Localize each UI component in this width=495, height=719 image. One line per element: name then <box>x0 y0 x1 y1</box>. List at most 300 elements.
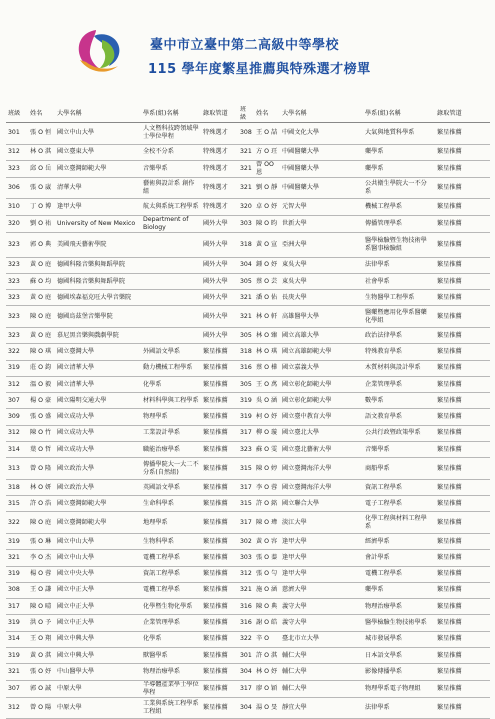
cell-department: 外國語文學系 <box>141 344 201 360</box>
cell-channel: 繁星推薦 <box>201 533 238 549</box>
cell-university: 義守大學 <box>280 599 363 615</box>
table-row <box>6 550 490 566</box>
cell-class: 304 <box>238 697 254 719</box>
cell-university: 國立彰化師範大學 <box>280 393 363 409</box>
table-body <box>6 123 490 719</box>
cell-university: 國立中正大學 <box>55 599 141 615</box>
cell-name: 張 O 妤 <box>28 664 55 680</box>
cell-channel: 繁星推薦 <box>201 409 238 425</box>
cell-class: 317 <box>238 479 254 495</box>
header-name: 姓名 <box>254 106 280 123</box>
cell-department: 生物科學系 <box>141 533 201 549</box>
cell-university: 清華大學 <box>55 177 141 199</box>
cell-department: 化學系 <box>141 631 201 647</box>
cell-department: 藝術與設計系 創作組 <box>141 177 201 199</box>
header-department: 學系(組)名稱 <box>141 106 201 123</box>
cell-department: 經濟學系 <box>363 533 435 549</box>
cell-name: 林 O 臻 <box>254 327 280 343</box>
cell-channel: 繁星推薦 <box>435 442 490 458</box>
cell-channel: 繁星推薦 <box>201 664 238 680</box>
cell-department: 藥學系 <box>363 160 435 177</box>
cell-class: 323 <box>6 306 28 328</box>
cell-name: 洪 O 予 <box>28 615 55 631</box>
cell-university: 國立臺中教育大學 <box>280 409 363 425</box>
cell-class: 321 <box>238 144 254 160</box>
table-row <box>6 479 490 495</box>
cell-department: 資訊工程學系 <box>363 479 435 495</box>
cell-channel: 繁星推薦 <box>201 393 238 409</box>
cell-class: 319 <box>6 615 28 631</box>
cell-channel: 國外大學 <box>201 327 238 343</box>
cell-name: 張 O 盛 <box>28 409 55 425</box>
cell-university: 輔仁大學 <box>280 664 363 680</box>
table-row <box>6 123 490 145</box>
cell-department: 影像傳播學系 <box>363 664 435 680</box>
cell-university: 國立中正大學 <box>55 615 141 631</box>
cell-department: Department of Biology <box>141 215 201 232</box>
cell-class: 321 <box>238 160 254 177</box>
cell-department: 音樂學系 <box>363 442 435 458</box>
cell-channel: 繁星推薦 <box>435 566 490 582</box>
cell-class: 301 <box>238 648 254 664</box>
cell-class: 322 <box>6 344 28 360</box>
cell-department: 醫學檢驗生物技術學系 <box>363 615 435 631</box>
cell-name: 丁 O 博 <box>28 199 55 215</box>
cell-channel: 國外大學 <box>201 290 238 306</box>
cell-class: 304 <box>238 664 254 680</box>
cell-name: 王 O 謙 <box>28 582 55 598</box>
cell-class: 312 <box>6 425 28 441</box>
cell-channel: 繁星推薦 <box>435 344 490 360</box>
cell-name: 陳 O 瑋 <box>254 512 280 534</box>
cell-department: 英國語文學系 <box>141 479 201 495</box>
cell-department: 生物醫學工程學系 <box>363 290 435 306</box>
cell-university: 臺北市立大學 <box>280 631 363 647</box>
table-row <box>6 648 490 664</box>
cell-channel: 繁星推薦 <box>435 533 490 549</box>
cell-name: 黃 O 容 <box>254 533 280 549</box>
cell-channel: 繁星推薦 <box>435 360 490 376</box>
cell-department: 語文教育學系 <box>363 409 435 425</box>
cell-class: 316 <box>238 615 254 631</box>
cell-department: 物理學系電子物理組 <box>363 680 435 697</box>
cell-department: 法律學系 <box>363 257 435 273</box>
cell-university: 國立陽明交通大學 <box>55 393 141 409</box>
cell-channel: 特殊選才 <box>201 144 238 160</box>
cell-name: 辛 O <box>254 631 280 647</box>
cell-channel: 繁星推薦 <box>201 648 238 664</box>
cell-university: 國立嘉義大學 <box>280 360 363 376</box>
cell-university: 逢甲大學 <box>280 550 363 566</box>
header-university: 大學名稱 <box>55 106 141 123</box>
cell-university: 國立成功大學 <box>55 442 141 458</box>
cell-university: 輔仁大學 <box>280 648 363 664</box>
cell-channel: 特殊選才 <box>201 160 238 177</box>
cell-class: 317 <box>6 599 28 615</box>
cell-name: 黃 O 淇 <box>28 648 55 664</box>
cell-class: 303 <box>238 215 254 232</box>
cell-university: 國立成功大學 <box>55 409 141 425</box>
cell-name: 陳 O 昀 <box>254 215 280 232</box>
table-row <box>6 496 490 512</box>
cell-channel: 繁星推薦 <box>435 327 490 343</box>
cell-class: 305 <box>238 327 254 343</box>
school-title: 臺中市立臺中第二高級中等學校 <box>150 38 340 53</box>
cell-class: 321 <box>238 306 254 328</box>
cell-department: 商船學系 <box>363 458 435 480</box>
cell-channel: 國外大學 <box>201 232 238 257</box>
header-class: 班級 <box>238 106 254 123</box>
cell-department: 公共衛生學院大一不分系 <box>363 177 435 199</box>
cell-class: 322 <box>238 631 254 647</box>
table-header-row <box>6 106 490 123</box>
cell-name: 陳 O 琪 <box>28 344 55 360</box>
table-row <box>6 376 490 392</box>
cell-class: 305 <box>238 273 254 289</box>
cell-department: 工業設計學系 <box>141 425 201 441</box>
cell-university: 美國飛天藝術學院 <box>55 232 141 257</box>
cell-department: 企業管理學系 <box>141 615 201 631</box>
cell-department: 公共行政暨政策學系 <box>363 425 435 441</box>
table-row <box>6 425 490 441</box>
cell-class: 312 <box>6 376 28 392</box>
cell-class: 320 <box>6 215 28 232</box>
cell-channel: 繁星推薦 <box>435 496 490 512</box>
cell-class: 316 <box>238 599 254 615</box>
cell-class: 320 <box>238 199 254 215</box>
cell-class: 319 <box>6 533 28 549</box>
cell-university: 國立政治大學 <box>55 458 141 480</box>
cell-university: 國立聯合大學 <box>280 496 363 512</box>
cell-name: 林 O 妍 <box>28 479 55 495</box>
cell-name: 郭 O 典 <box>28 232 55 257</box>
cell-class: 315 <box>6 496 28 512</box>
cell-channel: 繁星推薦 <box>435 199 490 215</box>
cell-university: 國立政治大學 <box>55 479 141 495</box>
cell-department: 日本語文學系 <box>363 648 435 664</box>
cell-name: 鍾 O 妤 <box>254 257 280 273</box>
cell-class: 316 <box>238 360 254 376</box>
cell-name: 湯 O 旻 <box>254 697 280 719</box>
cell-department: 大氣與地質科學系 <box>363 123 435 145</box>
cell-university: 國立中山大學 <box>55 123 141 145</box>
cell-university: 輔仁大學 <box>280 680 363 697</box>
cell-class: 312 <box>6 697 28 719</box>
table-row <box>6 360 490 376</box>
cell-name: 方 O 玨 <box>254 144 280 160</box>
table-row <box>6 512 490 534</box>
cell-department: 藥學系 <box>363 144 435 160</box>
cell-channel: 繁星推薦 <box>435 160 490 177</box>
cell-name: 李 O 蓉 <box>254 479 280 495</box>
cell-channel: 繁星推薦 <box>435 393 490 409</box>
cell-channel: 繁星推薦 <box>435 582 490 598</box>
cell-channel: 國外大學 <box>201 306 238 328</box>
cell-channel: 繁星推薦 <box>435 697 490 719</box>
cell-channel: 繁星推薦 <box>201 599 238 615</box>
cell-university: 國立中正大學 <box>55 582 141 598</box>
cell-university: 中原大學 <box>55 680 141 697</box>
cell-class: 319 <box>6 360 28 376</box>
cell-department: 電機工程學系 <box>363 566 435 582</box>
header-channel: 錄取管道 <box>201 106 238 123</box>
cell-channel: 繁星推薦 <box>435 376 490 392</box>
cell-channel: 繁星推薦 <box>435 680 490 697</box>
cell-class: 317 <box>238 680 254 697</box>
cell-name: 陳 O 庭 <box>28 512 55 534</box>
cell-name: 葉 O 哲 <box>28 442 55 458</box>
cell-name: 黃 O 庭 <box>28 290 55 306</box>
cell-channel: 繁星推薦 <box>435 215 490 232</box>
cell-name: 蘇 O 雯 <box>254 442 280 458</box>
cell-channel: 繁星推薦 <box>201 496 238 512</box>
cell-name: 吳 O 涵 <box>254 393 280 409</box>
cell-department: 航太與系統工程學系 <box>141 199 201 215</box>
cell-university: 逢甲大學 <box>280 566 363 582</box>
cell-name: 劉 O 祐 <box>28 215 55 232</box>
cell-class: 322 <box>6 512 28 534</box>
cell-channel: 特殊選才 <box>201 177 238 199</box>
table-row <box>6 599 490 615</box>
cell-university: 高雄醫學大學 <box>280 306 363 328</box>
cell-channel: 繁星推薦 <box>435 479 490 495</box>
cell-name: 張 O 崴 <box>28 177 55 199</box>
cell-class: 321 <box>6 550 28 566</box>
cell-name: 陳 O 庭 <box>28 306 55 328</box>
cell-channel: 繁星推薦 <box>201 442 238 458</box>
cell-university: 中國文化大學 <box>280 123 363 145</box>
cell-channel: 繁星推薦 <box>201 458 238 480</box>
cell-class: 314 <box>6 631 28 647</box>
cell-name: 謝 O 皓 <box>254 615 280 631</box>
cell-name: 蔡 O 樺 <box>254 360 280 376</box>
table-row <box>6 697 490 719</box>
cell-university: 國立臺灣大學 <box>55 344 141 360</box>
cell-channel: 繁星推薦 <box>201 344 238 360</box>
cell-class: 321 <box>238 582 254 598</box>
cell-class: 323 <box>6 290 28 306</box>
table-row <box>6 393 490 409</box>
cell-class: 321 <box>238 177 254 199</box>
table-row <box>6 306 490 328</box>
cell-university: 國立臺灣海洋大學 <box>280 479 363 495</box>
cell-department: 電機工程學系 <box>141 550 201 566</box>
admission-table <box>6 106 490 719</box>
cell-name: 陳 O 婷 <box>254 458 280 480</box>
cell-class: 314 <box>6 442 28 458</box>
cell-university: 淡江大學 <box>280 512 363 534</box>
cell-department: 政治法律學系 <box>363 327 435 343</box>
cell-channel: 特殊選才 <box>201 123 238 145</box>
cell-class: 307 <box>6 680 28 697</box>
cell-name: 許 O 銘 <box>254 496 280 512</box>
cell-department: 數學系 <box>363 393 435 409</box>
table-row <box>6 533 490 549</box>
cell-class: 312 <box>238 566 254 582</box>
cell-channel: 繁星推薦 <box>201 360 238 376</box>
cell-class: 323 <box>6 327 28 343</box>
cell-university: 國立中興大學 <box>55 648 141 664</box>
table-row <box>6 215 490 232</box>
cell-name: 林 O 軒 <box>254 306 280 328</box>
cell-channel: 繁星推薦 <box>435 232 490 257</box>
cell-department: 人文暨科技跨領域學士學位學程 <box>141 123 201 145</box>
cell-department: 會計學系 <box>363 550 435 566</box>
cell-university: 亞洲大學 <box>280 232 363 257</box>
cell-university: 逢甲大學 <box>280 533 363 549</box>
cell-university: 國立中山大學 <box>55 533 141 549</box>
table-row <box>6 160 490 177</box>
cell-department: 醫學檢驗暨生物技術學系醫事檢驗組 <box>363 232 435 257</box>
cell-university: 德國科隆音樂與舞蹈學院 <box>55 273 141 289</box>
cell-university: 慕尼黑音樂與戲劇學院 <box>55 327 141 343</box>
cell-name: 李 O 杰 <box>28 550 55 566</box>
cell-class: 301 <box>6 123 28 145</box>
cell-channel: 繁星推薦 <box>201 566 238 582</box>
cell-class: 303 <box>238 550 254 566</box>
cell-channel: 繁星推薦 <box>435 290 490 306</box>
table-row <box>6 257 490 273</box>
cell-department: 化學系 <box>141 376 201 392</box>
cell-university: University of New Mexico <box>55 215 141 232</box>
cell-department: 傳播學院大一大二不分系(自然組) <box>141 458 201 480</box>
cell-class: 317 <box>238 512 254 534</box>
cell-department <box>141 290 201 306</box>
cell-channel: 繁星推薦 <box>435 409 490 425</box>
cell-department: 物理治療學系 <box>363 599 435 615</box>
cell-name: 曾 O 隆 <box>28 458 55 480</box>
cell-department: 物理學系 <box>141 409 201 425</box>
header-channel: 錄取管道 <box>435 106 490 123</box>
cell-name: 莊 O 鈞 <box>28 360 55 376</box>
cell-name: 廖 O 穎 <box>254 680 280 697</box>
table-row <box>6 458 490 480</box>
cell-department: 音樂學系 <box>141 160 201 177</box>
cell-university: 國立清華大學 <box>55 376 141 392</box>
cell-name: 許 O 浩 <box>28 496 55 512</box>
cell-university: 中山醫學大學 <box>55 664 141 680</box>
cell-class: 321 <box>6 664 28 680</box>
cell-class: 323 <box>6 232 28 257</box>
cell-university: 中原大學 <box>55 697 141 719</box>
cell-university: 國立臺灣師範大學 <box>55 512 141 534</box>
table-row <box>6 344 490 360</box>
cell-channel: 繁星推薦 <box>435 425 490 441</box>
cell-channel: 繁星推薦 <box>201 550 238 566</box>
cell-channel: 繁星推薦 <box>201 425 238 441</box>
cell-class: 323 <box>238 442 254 458</box>
cell-department: 工業與系統工程學系工程組 <box>141 697 201 719</box>
cell-department: 木質材料與設計學系 <box>363 360 435 376</box>
cell-name: 曾 O 陽 <box>28 697 55 719</box>
cell-channel: 繁星推薦 <box>201 479 238 495</box>
cell-university: 國立高雄師範大學 <box>280 344 363 360</box>
cell-department: 化學工程與材料工程學系 <box>363 512 435 534</box>
cell-class: 318 <box>238 232 254 257</box>
cell-class: 309 <box>6 409 28 425</box>
cell-department <box>141 273 201 289</box>
cell-channel: 國外大學 <box>201 273 238 289</box>
cell-department: 電子工程學系 <box>363 496 435 512</box>
cell-class: 308 <box>238 123 254 145</box>
cell-name: 林 O 琪 <box>254 344 280 360</box>
cell-class: 307 <box>6 393 28 409</box>
cell-name: 蔡 O 芸 <box>254 273 280 289</box>
cell-department: 材料科學與工程學系 <box>141 393 201 409</box>
table-row <box>6 631 490 647</box>
cell-class: 317 <box>238 425 254 441</box>
table-row <box>6 409 490 425</box>
cell-university: 德國烏茲堡音樂學院 <box>55 306 141 328</box>
cell-class: 315 <box>238 458 254 480</box>
cell-university: 長庚大學 <box>280 290 363 306</box>
cell-class: 321 <box>238 290 254 306</box>
cell-name: 黃 O 庭 <box>28 327 55 343</box>
cell-department: 職能治療學系 <box>141 442 201 458</box>
cell-university: 靜宜大學 <box>280 697 363 719</box>
cell-department: 機械工程學系 <box>363 199 435 215</box>
cell-name: 王 O 喆 <box>254 123 280 145</box>
cell-name: 楊 O 蓉 <box>28 566 55 582</box>
cell-university: 國立臺灣海洋大學 <box>280 458 363 480</box>
table-row <box>6 290 490 306</box>
cell-department <box>141 327 201 343</box>
cell-channel: 繁星推薦 <box>201 697 238 719</box>
cell-class: 310 <box>6 199 28 215</box>
cell-university: 國立彰化師範大學 <box>280 376 363 392</box>
cell-university: 東吳大學 <box>280 273 363 289</box>
cell-department: 地理學系 <box>141 512 201 534</box>
header-name: 姓名 <box>28 106 55 123</box>
cell-name: 陳 O 晴 <box>28 599 55 615</box>
cell-class: 319 <box>6 648 28 664</box>
cell-channel: 繁星推薦 <box>435 550 490 566</box>
cell-name: 黃 O 宣 <box>254 232 280 257</box>
cell-name: 郭 O 誠 <box>28 680 55 697</box>
cell-university: 國立中興大學 <box>55 631 141 647</box>
cell-university: 國立臺東大學 <box>55 144 141 160</box>
cell-name: 劉 O 靜 <box>254 177 280 199</box>
cell-university: 中國醫藥大學 <box>280 144 363 160</box>
cell-department: 生命科學系 <box>141 496 201 512</box>
cell-department: 醫藥暨應用化學系醫藥化學組 <box>363 306 435 328</box>
cell-name: 張 O 琳 <box>28 533 55 549</box>
cell-channel: 繁星推薦 <box>435 458 490 480</box>
cell-university: 國立臺灣師範大學 <box>55 160 141 177</box>
cell-university: 國立中央大學 <box>55 566 141 582</box>
cell-class: 313 <box>6 458 28 480</box>
cell-university: 國立清華大學 <box>55 360 141 376</box>
cell-university: 國立高雄大學 <box>280 327 363 343</box>
cell-channel: 繁星推薦 <box>435 599 490 615</box>
cell-department: 法律學系 <box>363 697 435 719</box>
cell-department: 全校不分系 <box>141 144 201 160</box>
cell-name: 王 O 萬 <box>254 376 280 392</box>
cell-department: 傳播管理學系 <box>363 215 435 232</box>
cell-channel: 繁星推薦 <box>435 615 490 631</box>
cell-channel: 繁星推薦 <box>435 306 490 328</box>
cell-channel: 國外大學 <box>201 257 238 273</box>
header <box>0 0 495 100</box>
header-department: 學系(組)名稱 <box>363 106 435 123</box>
cell-department: 社會學系 <box>363 273 435 289</box>
cell-name: 潘 O 佑 <box>254 290 280 306</box>
header-university: 大學名稱 <box>280 106 363 123</box>
cell-department <box>141 232 201 257</box>
cell-class: 323 <box>6 273 28 289</box>
cell-department: 物理治療學系 <box>141 664 201 680</box>
cell-channel: 繁星推薦 <box>435 648 490 664</box>
